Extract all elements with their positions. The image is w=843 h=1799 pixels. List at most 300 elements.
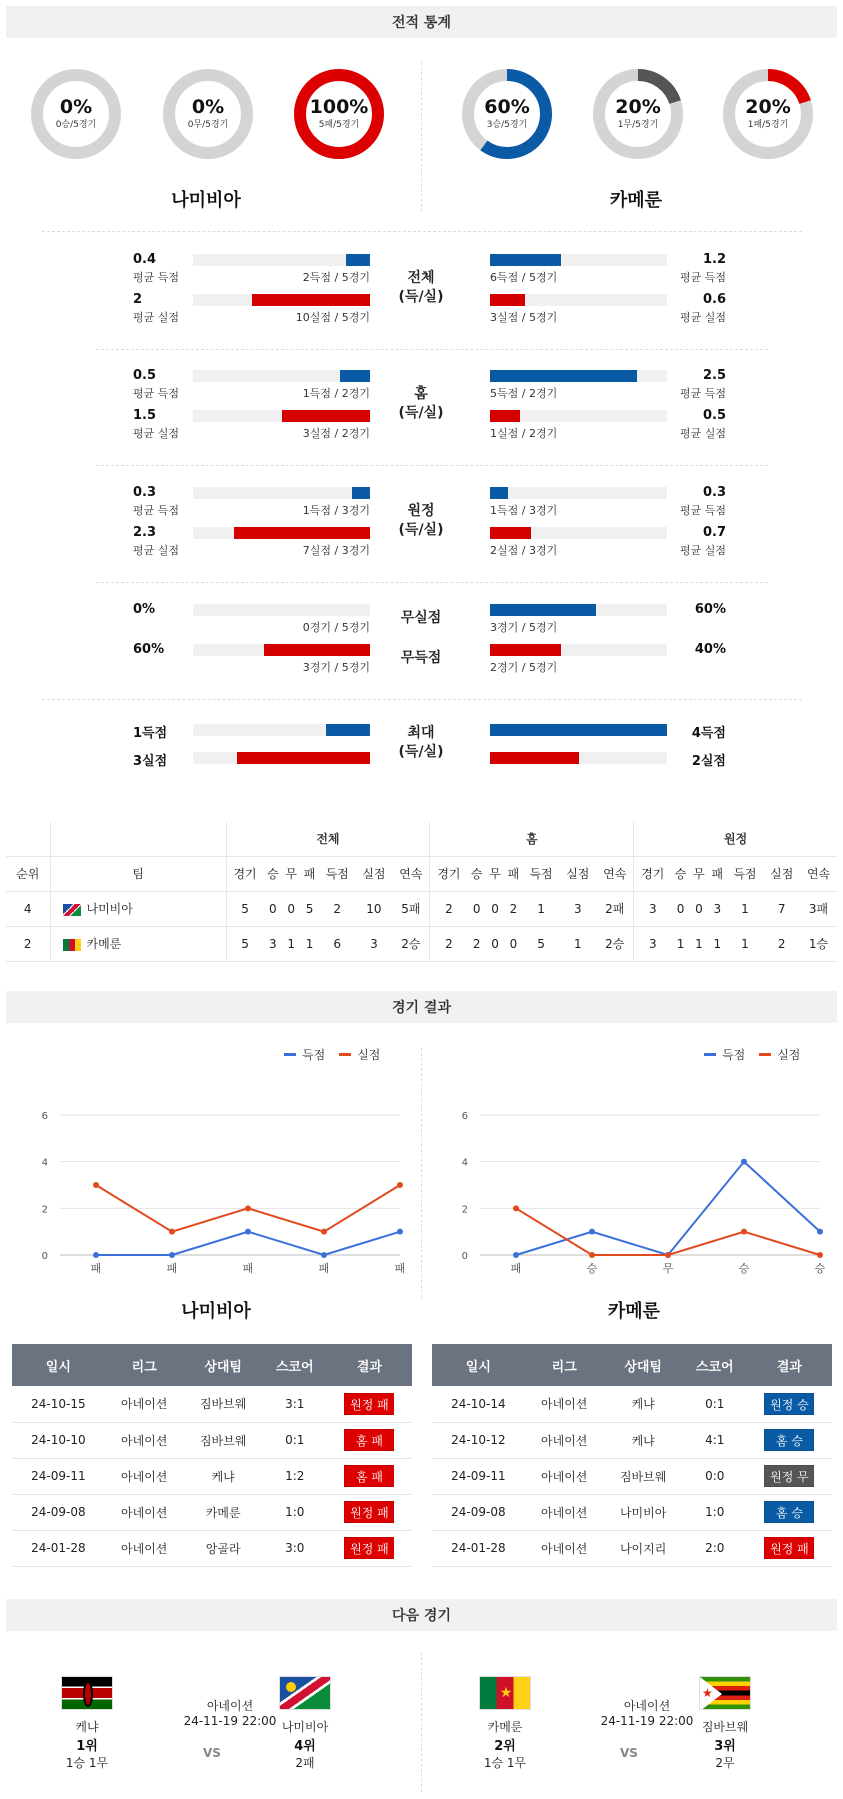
table-row xyxy=(6,926,837,961)
standings-cell: 3패 xyxy=(800,891,837,926)
home-stat-bar xyxy=(193,644,370,656)
conceded-legend-swatch xyxy=(339,1053,351,1056)
standings-cell: 5 xyxy=(226,891,264,926)
result-league: 아네이션 xyxy=(525,1422,604,1458)
result-league: 아네이션 xyxy=(105,1386,184,1422)
table-row xyxy=(432,1494,832,1530)
away-stat-bar-fill xyxy=(490,724,667,736)
table-row xyxy=(432,1422,832,1458)
scored-point xyxy=(513,1252,519,1258)
home-stat-bar xyxy=(193,724,370,736)
results-header-3: 스코어 xyxy=(263,1344,327,1386)
clean-label: 무실점 xyxy=(400,610,442,626)
result-date: 24-09-08 xyxy=(12,1494,105,1530)
standings-cell: 6 xyxy=(319,926,356,961)
home-stat-note: 2득점 / 5경기 xyxy=(302,271,370,284)
scored-point xyxy=(397,1229,403,1235)
standings-col-5: 실점 xyxy=(559,856,596,891)
standings-cell: 2 xyxy=(430,891,468,926)
ring-stat xyxy=(293,68,385,160)
conceded-point xyxy=(741,1229,747,1235)
standings-col-header xyxy=(6,856,837,891)
result-badge: 홈 승 xyxy=(764,1501,814,1523)
team-cell[interactable] xyxy=(50,891,226,926)
team-name: 나미비아 xyxy=(86,902,133,916)
result-date: 24-09-08 xyxy=(432,1494,525,1530)
result-league: 아네이션 xyxy=(105,1494,184,1530)
result-opp: 나미비아 xyxy=(604,1494,683,1530)
scored-point xyxy=(817,1229,823,1235)
result-score: 4:1 xyxy=(683,1422,747,1458)
away-stat-value: 0.7 xyxy=(702,525,726,540)
standings-cell: 5 xyxy=(300,891,318,926)
scored-legend-label: 득점 xyxy=(722,1048,746,1062)
ring-subtext: 0무/5경기 xyxy=(187,120,229,131)
away-stat-value: 60% xyxy=(694,602,726,617)
x-tick-label: 패 xyxy=(394,1262,406,1275)
away-stat-bar xyxy=(490,487,667,499)
home-stat-bar xyxy=(193,294,370,306)
away-stat-value: 2실점 xyxy=(691,754,726,769)
table-row xyxy=(432,1458,832,1494)
away-stat-value: 0.3 xyxy=(702,485,726,500)
table-row xyxy=(12,1422,412,1458)
scored-series-line xyxy=(96,1232,400,1255)
ring-subtext: 5패/5경기 xyxy=(318,120,360,131)
home-stat-note: 1득점 / 3경기 xyxy=(302,504,370,517)
result-date: 24-10-15 xyxy=(12,1386,105,1422)
next-team-name: 나미비아 xyxy=(281,1720,329,1734)
stat-group-label-main: 원정 xyxy=(407,503,435,519)
standings-cell: 0 xyxy=(282,891,300,926)
x-tick-label: 패 xyxy=(90,1262,102,1275)
standings-cell: 2패 xyxy=(596,891,634,926)
away-stat-label: 평균 득점 xyxy=(679,271,726,284)
stat-group-divider xyxy=(42,231,802,232)
results-header-0: 일시 xyxy=(12,1344,105,1386)
home-stat-label: 평균 실점 xyxy=(133,544,180,557)
star-icon: ★ xyxy=(499,1685,513,1701)
standings-col-3: 패 xyxy=(300,856,318,891)
next-team-name: 짐바브웨 xyxy=(701,1720,749,1734)
home-stat-note: 1득점 / 2경기 xyxy=(302,387,370,400)
standings-cell: 5 xyxy=(226,926,264,961)
ring-percent: 100% xyxy=(309,95,369,118)
away-stat-bar xyxy=(490,527,667,539)
result-date: 24-10-10 xyxy=(12,1422,105,1458)
table-row xyxy=(12,1494,412,1530)
max-label-main: 최대 xyxy=(407,725,435,741)
standings-cell: 3 xyxy=(559,891,596,926)
conceded-point xyxy=(817,1252,823,1258)
home-stat-label: 평균 득점 xyxy=(133,271,180,284)
conceded-point xyxy=(245,1205,251,1211)
home-stat-value: 2.3 xyxy=(133,525,157,540)
home-stat-bar xyxy=(193,370,370,382)
home-stat-bar xyxy=(193,487,370,499)
result-league: 아네이션 xyxy=(525,1494,604,1530)
standings-cell: 2 xyxy=(467,926,485,961)
away-results-chart xyxy=(450,1090,830,1280)
home-team-title: 나미비아 xyxy=(171,190,241,211)
away-stat-note: 3실점 / 5경기 xyxy=(490,311,558,324)
standings-col-2: 무 xyxy=(282,856,300,891)
results-header-3: 스코어 xyxy=(683,1344,747,1386)
table-row xyxy=(12,1530,412,1566)
home-stat-note: 0경기 / 5경기 xyxy=(302,621,370,634)
away-stat-label: 평균 실점 xyxy=(679,544,726,557)
home-stat-bar xyxy=(193,254,370,266)
kenya-flag xyxy=(61,1676,113,1710)
team-header: 팀 xyxy=(50,856,226,891)
home-stat-bar xyxy=(193,410,370,422)
x-tick-label: 무 xyxy=(662,1262,674,1275)
standings-col-3: 패 xyxy=(504,856,522,891)
home-stat-bar-fill xyxy=(282,410,371,422)
standings-table xyxy=(6,822,837,962)
home-stat-bar xyxy=(193,752,370,764)
next-league: 아네이션 xyxy=(623,1699,671,1713)
next-team-right[interactable] xyxy=(670,1676,780,1771)
result-score: 0:1 xyxy=(683,1386,747,1422)
next-league: 아네이션 xyxy=(206,1699,254,1713)
home-stat-note: 10실점 / 5경기 xyxy=(295,311,370,324)
result-date: 24-01-28 xyxy=(12,1530,105,1566)
away-stat-note: 2경기 / 5경기 xyxy=(490,661,558,674)
standings-col-5: 실점 xyxy=(763,856,800,891)
stat-group-label-sub: (득/실) xyxy=(398,288,444,305)
ring-subtext: 1무/5경기 xyxy=(617,120,659,131)
standings-cell: 7 xyxy=(763,891,800,926)
standings-col-1: 승 xyxy=(671,856,689,891)
home-results-title: 나미비아 xyxy=(181,1301,251,1322)
standings-cell: 0 xyxy=(690,891,708,926)
home-stat-bar-fill xyxy=(234,527,370,539)
ring-stat xyxy=(722,68,814,160)
stat-group-divider xyxy=(96,582,768,583)
away-stat-bar xyxy=(490,370,667,382)
y-tick-label: 0 xyxy=(41,1251,48,1262)
conceded-point xyxy=(513,1205,519,1211)
result-opp: 짐바브웨 xyxy=(184,1422,263,1458)
x-tick-label: 패 xyxy=(318,1262,330,1275)
standings-cell: 1 xyxy=(708,926,726,961)
standings-cell: 0 xyxy=(486,891,504,926)
standings-cell: 2 xyxy=(319,891,356,926)
stat-group-label xyxy=(376,269,466,307)
ring-percent: 0% xyxy=(59,95,93,118)
standings-group-row xyxy=(6,822,837,856)
result-date: 24-09-11 xyxy=(432,1458,525,1494)
result-opp: 카메룬 xyxy=(184,1494,263,1530)
standings-cell: 3 xyxy=(634,926,672,961)
next-team-right[interactable] xyxy=(250,1676,360,1771)
shield-icon xyxy=(83,1681,93,1707)
stat-group-label-main: 전체 xyxy=(407,270,435,286)
results-header-2: 상대팀 xyxy=(184,1344,263,1386)
away-stat-bar-fill xyxy=(490,487,508,499)
next-team-rank: 2위 xyxy=(494,1739,516,1754)
result-league: 아네이션 xyxy=(525,1458,604,1494)
result-opp: 앙골라 xyxy=(184,1530,263,1566)
next-team-rank: 1위 xyxy=(76,1739,98,1754)
namibia-flag xyxy=(63,904,81,916)
result-score: 2:0 xyxy=(683,1530,747,1566)
next-team-record: 2패 xyxy=(295,1756,315,1770)
away-stat-bar xyxy=(490,644,667,656)
home-stat-note: 3실점 / 2경기 xyxy=(302,427,370,440)
standings-cell: 5패 xyxy=(392,891,430,926)
y-tick-label: 4 xyxy=(461,1157,468,1169)
group-home: 홈 xyxy=(430,822,634,856)
standings-col-0: 경기 xyxy=(226,856,264,891)
result-opp: 케냐 xyxy=(184,1458,263,1494)
standings-cell: 1 xyxy=(727,926,764,961)
team-divider xyxy=(421,62,422,212)
result-date: 24-10-12 xyxy=(432,1422,525,1458)
conceded-legend-label: 실점 xyxy=(357,1048,381,1062)
stat-group-label xyxy=(376,385,466,423)
standings-col-5: 실점 xyxy=(356,856,393,891)
result-badge: 홈 승 xyxy=(764,1429,814,1451)
home-results-chart xyxy=(30,1090,410,1280)
standings-col-4: 득점 xyxy=(523,856,560,891)
ring-stat xyxy=(30,68,122,160)
y-tick-label: 4 xyxy=(41,1157,48,1169)
result-badge: 원정 승 xyxy=(764,1393,814,1415)
home-stat-bar-fill xyxy=(346,254,370,266)
standings-cell: 1승 xyxy=(800,926,837,961)
conceded-point xyxy=(169,1229,175,1235)
scored-point xyxy=(589,1229,595,1235)
result-opp: 짐바브웨 xyxy=(604,1458,683,1494)
conceded-series-line xyxy=(516,1208,820,1255)
standings-col-4: 득점 xyxy=(727,856,764,891)
next-team-record: 1승 1무 xyxy=(65,1756,109,1770)
next-team-left[interactable] xyxy=(450,1676,560,1771)
away-stat-bar-fill xyxy=(490,527,531,539)
away-stat-bar-fill xyxy=(490,644,561,656)
table-row xyxy=(6,891,837,926)
standings-cell: 0 xyxy=(264,891,282,926)
standings-col-3: 패 xyxy=(708,856,726,891)
result-date: 24-10-14 xyxy=(432,1386,525,1422)
x-tick-label: 패 xyxy=(166,1262,178,1275)
away-stat-note: 1실점 / 2경기 xyxy=(490,427,558,440)
vs-label: VS xyxy=(620,1746,638,1760)
ring-percent: 20% xyxy=(745,95,791,118)
ring-subtext: 0승/5경기 xyxy=(55,120,97,131)
standings-cell: 2 xyxy=(763,926,800,961)
standings-col-2: 무 xyxy=(486,856,504,891)
stat-group-label-main: 홈 xyxy=(414,386,428,402)
away-stat-note: 1득점 / 3경기 xyxy=(490,504,558,517)
away-stat-label: 평균 실점 xyxy=(679,311,726,324)
standings-cell: 1 xyxy=(559,926,596,961)
result-league: 아네이션 xyxy=(525,1386,604,1422)
standings-col-4: 득점 xyxy=(319,856,356,891)
standings-cell: 1 xyxy=(523,891,560,926)
home-stat-bar-fill xyxy=(352,487,370,499)
result-league: 아네이션 xyxy=(105,1422,184,1458)
standings-col-6: 연속 xyxy=(392,856,430,891)
home-stat-note: 7실점 / 3경기 xyxy=(302,544,370,557)
home-chart-legend xyxy=(270,1046,380,1063)
result-league: 아네이션 xyxy=(105,1458,184,1494)
away-stat-bar xyxy=(490,604,667,616)
results-header-4: 결과 xyxy=(747,1344,832,1386)
result-date: 24-09-11 xyxy=(12,1458,105,1494)
stat-group-label-sub: (득/실) xyxy=(398,521,444,538)
star-icon: ★ xyxy=(702,1686,713,1700)
y-tick-label: 2 xyxy=(41,1204,48,1216)
away-stat-value: 2.5 xyxy=(702,368,726,383)
result-score: 1:2 xyxy=(263,1458,327,1494)
standings-cell: 1 xyxy=(300,926,318,961)
results-header-1: 리그 xyxy=(525,1344,604,1386)
home-stat-bar-fill xyxy=(326,724,370,736)
away-stat-label: 평균 득점 xyxy=(679,387,726,400)
away-stat-bar xyxy=(490,254,667,266)
conceded-point xyxy=(397,1182,403,1188)
next-team-rank: 3위 xyxy=(714,1739,736,1754)
scored-point xyxy=(741,1159,747,1165)
clean-label: 무득점 xyxy=(400,650,442,666)
scored-point xyxy=(245,1229,251,1235)
away-stat-label: 평균 실점 xyxy=(679,427,726,440)
standings-cell: 1 xyxy=(671,926,689,961)
next-team-left[interactable] xyxy=(32,1676,142,1771)
team-rank: 4 xyxy=(6,891,50,926)
stat-group-label xyxy=(376,502,466,540)
home-stat-value: 0.4 xyxy=(133,252,157,267)
result-badge: 홈 패 xyxy=(344,1429,394,1451)
conceded-point xyxy=(321,1229,327,1235)
standings-cell: 2승 xyxy=(596,926,634,961)
away-stat-value: 1.2 xyxy=(702,252,726,267)
away-results-title: 카메룬 xyxy=(607,1301,661,1322)
standings-cell: 1 xyxy=(690,926,708,961)
away-stat-bar-fill xyxy=(490,752,579,764)
results-header-1: 리그 xyxy=(105,1344,184,1386)
y-tick-label: 0 xyxy=(461,1251,468,1262)
standings-cell: 0 xyxy=(486,926,504,961)
standings-col-6: 연속 xyxy=(800,856,837,891)
sun-icon xyxy=(286,1682,296,1692)
away-stat-bar-fill xyxy=(490,604,596,616)
result-opp: 나이지리 xyxy=(604,1530,683,1566)
ring-stat xyxy=(461,68,553,160)
vs-label: VS xyxy=(203,1746,221,1760)
table-row xyxy=(432,1386,832,1422)
standings-col-0: 경기 xyxy=(634,856,672,891)
result-score: 0:0 xyxy=(683,1458,747,1494)
away-team-title: 카메룬 xyxy=(609,190,663,211)
conceded-legend-swatch xyxy=(759,1053,771,1056)
away-stat-bar xyxy=(490,724,667,736)
home-stat-label: 평균 득점 xyxy=(133,387,180,400)
result-badge: 원정 패 xyxy=(344,1501,394,1523)
scored-legend-label: 득점 xyxy=(302,1048,326,1062)
scored-legend-swatch xyxy=(704,1053,716,1056)
standings-cell: 2 xyxy=(430,926,468,961)
home-stat-bar xyxy=(193,604,370,616)
home-results-table xyxy=(12,1344,412,1567)
next-datetime: 24-11-19 22:00 xyxy=(183,1714,277,1728)
result-score: 1:0 xyxy=(263,1494,327,1530)
ring-percent: 20% xyxy=(615,95,661,118)
cameroon-flag xyxy=(479,1676,531,1710)
ring-stat xyxy=(592,68,684,160)
result-badge: 홈 패 xyxy=(344,1465,394,1487)
ring-subtext: 3승/5경기 xyxy=(486,120,528,131)
conceded-point xyxy=(589,1252,595,1258)
next-team-record: 2무 xyxy=(715,1756,735,1770)
home-stat-bar xyxy=(193,527,370,539)
away-stat-bar xyxy=(490,410,667,422)
max-label xyxy=(376,724,466,762)
table-row xyxy=(12,1458,412,1494)
group-all: 전체 xyxy=(226,822,430,856)
team-name: 카메룬 xyxy=(86,937,122,951)
table-row xyxy=(12,1386,412,1422)
standings-col-6: 연속 xyxy=(596,856,634,891)
result-badge: 원정 무 xyxy=(764,1465,814,1487)
away-stat-value: 0.6 xyxy=(702,292,726,307)
standings-col-2: 무 xyxy=(690,856,708,891)
result-opp: 케냐 xyxy=(604,1386,683,1422)
scored-point xyxy=(321,1252,327,1258)
y-tick-label: 2 xyxy=(461,1204,468,1216)
away-stat-value: 4득점 xyxy=(691,726,726,741)
scored-point xyxy=(93,1252,99,1258)
team-rank: 2 xyxy=(6,926,50,961)
result-score: 3:0 xyxy=(263,1530,327,1566)
stat-group-label-sub: (득/실) xyxy=(398,404,444,421)
standings-cell: 0 xyxy=(671,891,689,926)
rank-header: 순위 xyxy=(6,856,50,891)
next-datetime: 24-11-19 22:00 xyxy=(600,1714,694,1728)
conceded-legend-label: 실점 xyxy=(777,1048,801,1062)
results-section-title: 경기 결과 xyxy=(6,991,837,1023)
max-label-sub: (득/실) xyxy=(398,743,444,760)
home-stat-value: 0.3 xyxy=(133,485,157,500)
stat-group-divider xyxy=(96,465,768,466)
result-score: 3:1 xyxy=(263,1386,327,1422)
result-badge: 원정 패 xyxy=(344,1393,394,1415)
home-stat-label: 평균 실점 xyxy=(133,427,180,440)
next-team-record: 1승 1무 xyxy=(483,1756,527,1770)
next-team-name: 카메룬 xyxy=(487,1720,523,1734)
conceded-point xyxy=(93,1182,99,1188)
team-cell[interactable] xyxy=(50,926,226,961)
standings-cell: 3 xyxy=(708,891,726,926)
record-section-title: 전적 통계 xyxy=(6,6,837,38)
scored-legend-swatch xyxy=(284,1053,296,1056)
standings-cell: 5 xyxy=(523,926,560,961)
next-divider xyxy=(421,1652,422,1792)
home-stat-label: 평균 실점 xyxy=(133,311,180,324)
away-stat-note: 2실점 / 3경기 xyxy=(490,544,558,557)
results-header-0: 일시 xyxy=(432,1344,525,1386)
away-stat-note: 5득점 / 2경기 xyxy=(490,387,558,400)
result-league: 아네이션 xyxy=(525,1530,604,1566)
stat-group-divider xyxy=(96,349,768,350)
ring-percent: 0% xyxy=(191,95,225,118)
home-stat-bar-fill xyxy=(252,294,370,306)
namibia-flag xyxy=(279,1676,331,1710)
home-stat-value: 0% xyxy=(133,602,156,617)
